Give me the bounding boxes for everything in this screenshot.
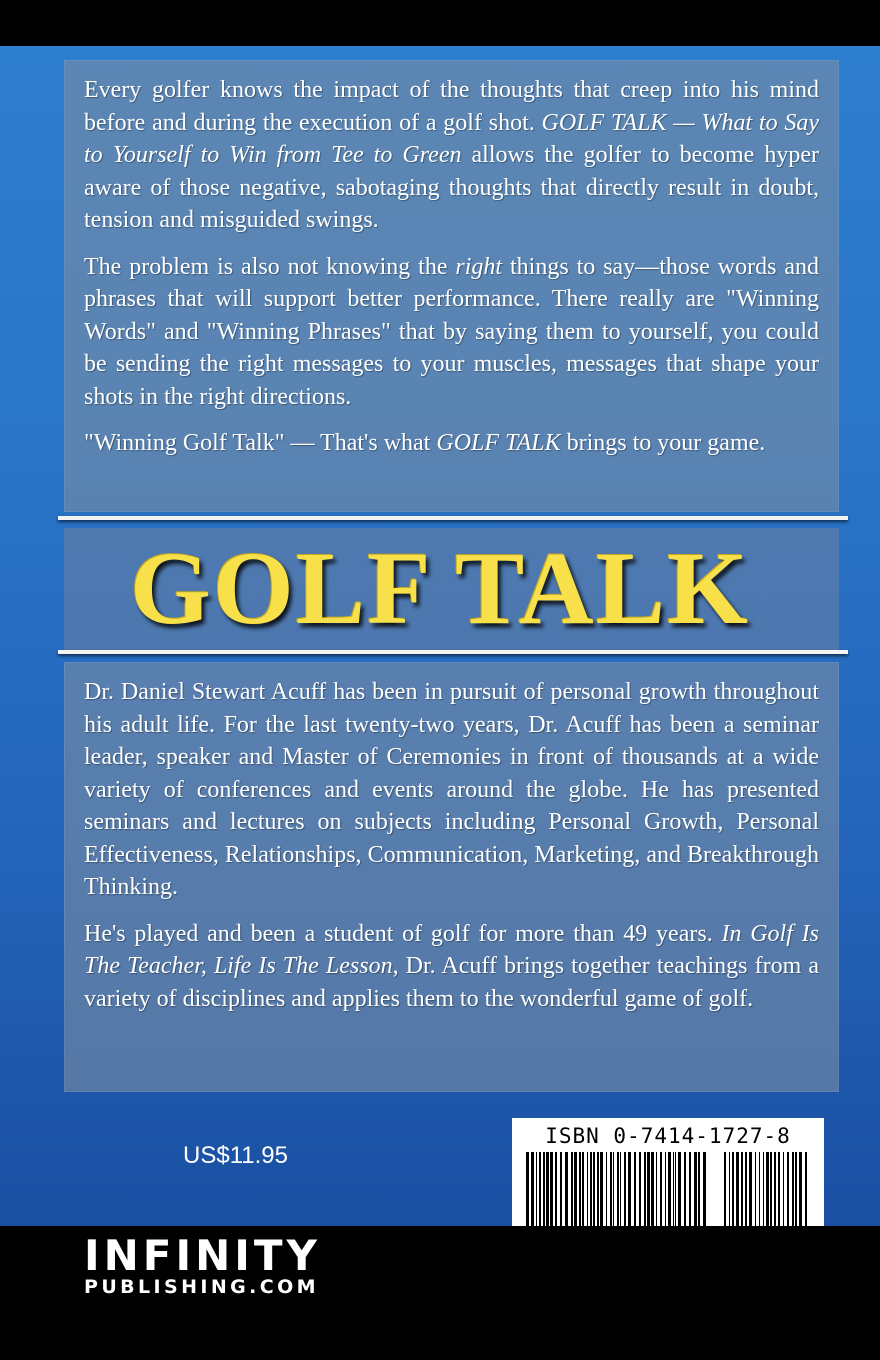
book-title: GOLF TALK <box>130 531 750 646</box>
title-rule-bottom <box>58 650 848 654</box>
isbn-label: ISBN 0-7414-1727-8 <box>545 1124 791 1148</box>
top-black-strip <box>0 0 880 46</box>
intro-paragraph-2: The problem is also not knowing the right things to say—those words and phrases that will support better performance. There really are "Winning Words" and "Winning Phrases" that by saying them to yourself, you could be sending the right messages to your muscles, messages that shape your shots in the right directions. <box>84 253 820 410</box>
title-rule-top <box>58 516 848 520</box>
author-bio-panel <box>64 662 839 1092</box>
publisher-logo-name: INFINITY <box>84 1231 321 1280</box>
intro-paragraph-1: Every golfer knows the impact of the thoughts that creep into his mind before and during the execution of a golf shot. GOLF TALK — What to Say to Yourself to Win from Tee to Green allows the golfer to become hyper aware of those negative, sabotaging thoughts that directly result in doubt, tension and misguided swings. <box>84 77 819 233</box>
intro-paragraph-3: "Winning Golf Talk" — That's what GOLF TALK brings to your game. <box>84 430 766 456</box>
intro-text-panel <box>64 60 839 512</box>
price-label: US$11.95 <box>183 1142 288 1169</box>
publisher-logo-site: PUBLISHING.COM <box>84 1276 319 1298</box>
bio-paragraph-2: He's played and been a student of golf for more than 49 years. In Golf Is The Teacher, Life Is The Lesson, Dr. Acuff brings together teachings from a variety of disciplines and applies them to the wonderful game of golf. <box>84 920 819 1012</box>
bio-paragraph-1: Dr. Daniel Stewart Acuff has been in pursuit of personal growth throughout his adult life. For the last twenty-two years, Dr. Acuff has been a seminar leader, speaker and Master of Ceremonies in front of thousands at a wide variety of conferences and events around the globe. He has presented seminars and lectures on subjects including Personal Growth, Personal Effectiveness, Relationships, Communication, Marketing, and Breakthrough Thinking. <box>84 679 819 900</box>
publisher-logo <box>84 1231 414 1304</box>
